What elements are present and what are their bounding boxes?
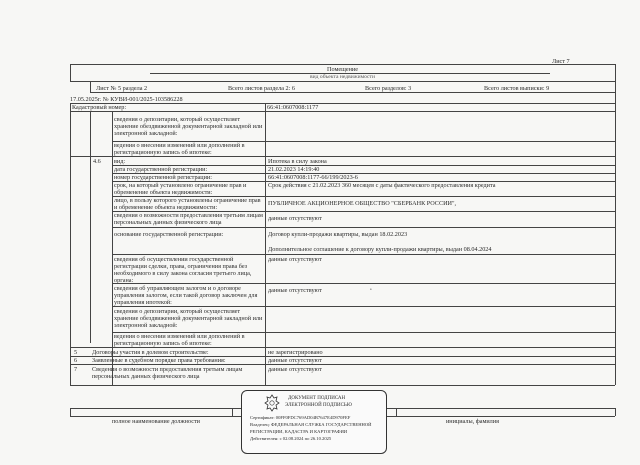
row-value: данные отсутствуют [268,287,322,294]
date-line: 17.05.2025г. № КУВИ-001/2025-103586228 [70,96,183,103]
position-label: полное наименование должности [112,418,200,425]
section-title: Помещение [327,66,358,73]
stamp-line-6: Действителен: с 02.08.2024 по 26.10.2025 [250,436,332,441]
row-value: Договор купли-продажи квартиры, выдан 18.02.2023 [268,231,408,238]
row-label: срок, на который установлено ограничение прав и обременение объекта недвижимости: [114,182,247,196]
row-value: данные отсутствуют [268,256,322,263]
row-label: Заявленные в судебном порядке права требования: [92,357,226,364]
sections-total: Всего разделов: 3 [365,85,412,92]
stamp-line-2: ЭЛЕКТРОННОЙ ПОДПИСЬЮ [285,403,352,408]
row-label: Сведения о возможности предоставления третьим лицам персональных данных физического лица [92,366,243,380]
row-value: данные отсутствуют [268,215,322,222]
coat-of-arms-icon [262,393,282,413]
sheet-info: Лист № 5 раздела 2 [96,85,148,92]
row-label: дата государственной регистрации: [114,166,208,173]
stamp-line-1: ДОКУМЕНТ ПОДПИСАН [288,396,346,401]
handwritten-mark: • [370,288,372,293]
row-number: 6 [74,357,78,364]
row-label: номер государственной регистрации: [114,174,212,181]
cadastral-label: Кадастровый номер: [72,104,127,111]
row-label: ведения о внесении изменений или дополнений в регистрационную запись об ипотеке: [114,142,245,156]
row-number: 7 [74,366,78,373]
initials-label: инициалы, фамилия [446,418,499,425]
row-label: сведения о возможности предоставления третьим лицам персональных данных физического лица [114,212,263,226]
row-label: сведения о депозитарии, который осуществляет хранение обездвиженной документарной закладной или электронной закладной: [114,308,263,329]
row-value: 21.02.2023 14:19:40 [268,166,320,173]
sheet-number: Лист 7 [552,58,570,65]
row-value: данные отсутствуют [268,366,322,373]
row-number: 4.6 [93,158,101,165]
row-label: сведения об управляющем залогом и о договоре управления залогом, если такой договор заключен для управления ипотекой: [114,285,258,306]
row-value: ПУБЛИЧНОЕ АКЦИОНЕРНОЕ ОБЩЕСТВО "СБЕРБАНК РОССИИ", [268,200,457,207]
row-value: 66:41:0607008:1177-66/199/2023-6 [268,174,358,181]
row-value: данные отсутствуют [268,357,322,364]
row-number: 5 [74,349,78,356]
sheets-in-section: Всего листов раздела 2: 6 [228,85,295,92]
sheets-total: Всего листов выписки: 9 [484,85,550,92]
stamp-line-3: Сертификат: 00FF0FDC769AD04B7647E4D970FEF [250,415,351,420]
row-label: сведения о депозитарии, который осуществляет хранение обездвиженной документарной закладной или электронной закладной: [114,116,263,137]
stamp-line-4: Владелец: ФЕДЕРАЛЬНАЯ СЛУЖБА ГОСУДАРСТВЕННОЙ [250,422,372,427]
electronic-signature-stamp [241,390,387,454]
row-value: Ипотека в силу закона [268,158,327,165]
row-label: ведения о внесении изменений или дополнений в регистрационную запись об ипотеке: [114,333,245,347]
row-label: лицо, в пользу которого установлены ограничение прав и обременение объекта недвижимости: [114,197,261,211]
row-value: не зарегистрировано [268,349,323,356]
row-label: сведения об осуществлении государственной регистрации сделки, права, ограничения права без необходимого в силу закона согласия третьего лица, органа: [114,256,252,284]
stamp-line-5: РЕГИСТРАЦИИ, КАДАСТРА И КАРТОГРАФИИ [250,429,348,434]
row-label: Договоры участия в долевом строительстве: [92,349,209,356]
row-value: Срок действия с 21.02.2023 360 месяцев с даты фактического предоставления кредита [268,182,496,189]
row-label: вид: [114,158,126,165]
row-label: основание государственной регистрации: [114,231,224,238]
cadastral-value: 66:41:0607008:1177 [267,104,319,111]
section-subtitle: вид объекта недвижимости [310,74,375,80]
row-value-2: Дополнительное соглашение к договору купли-продажи квартиры, выдан 08.04.2024 [268,246,492,253]
